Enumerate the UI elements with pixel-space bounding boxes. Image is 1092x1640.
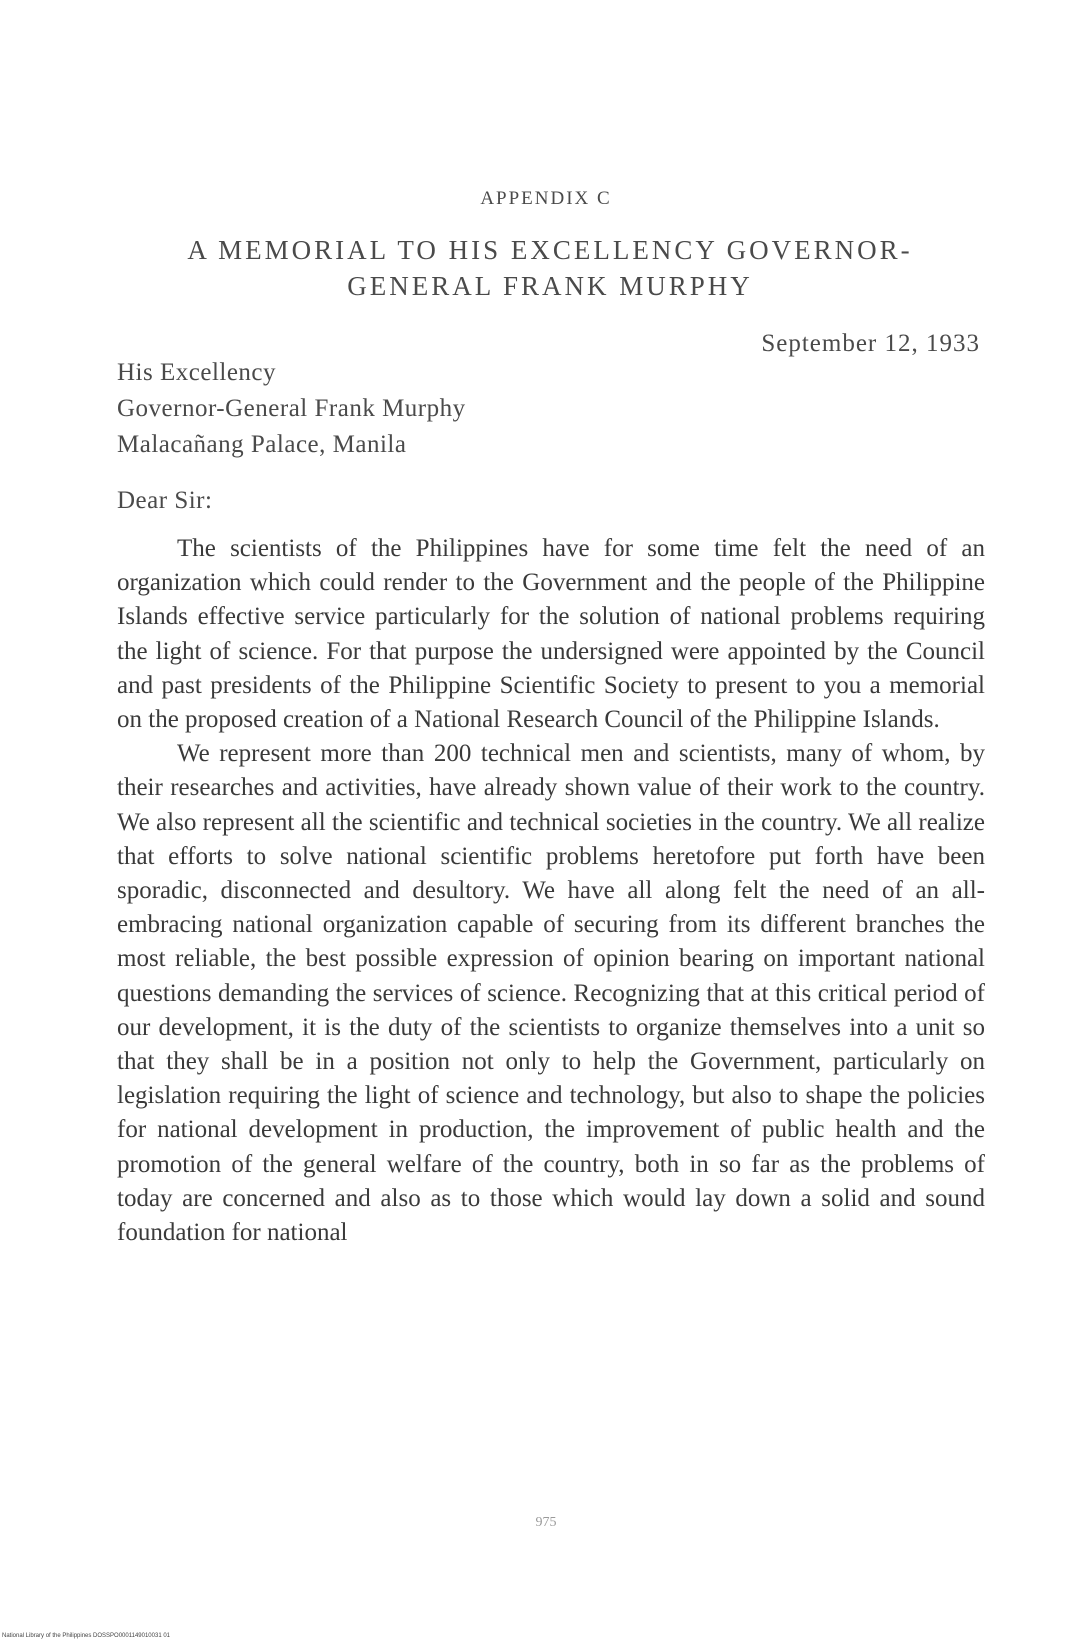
appendix-heading: APPENDIX C (480, 188, 612, 209)
letter-body (117, 532, 985, 1250)
address-line: Governor-General Frank Murphy (117, 395, 466, 422)
page-number: 975 (535, 1515, 557, 1530)
source-footer: National Library of the Philippines DOSSPO0001149010031 01 (2, 1633, 170, 1639)
address-line: His Excellency (117, 359, 277, 386)
title-line-2: GENERAL FRANK MURPHY (347, 271, 753, 301)
body-paragraph-1: The scientists of the Philippines have for some time felt the need of an organization which could render to the Government and the people of the Philippine Islands effective service particularly for the solution of national problems requiring the light of science. For that purpose the undersigned were appointed by the Council and past presidents of the Philippine Scientific Society to present to you a memorial on the proposed creation of a National Research Council of the Philippine Islands. (117, 535, 985, 734)
letter-date: September 12, 1933 (761, 330, 980, 357)
address-line: Malacañang Palace, Manila (117, 431, 407, 458)
title-line-1: A MEMORIAL TO HIS EXCELLENCY GOVERNOR- (187, 235, 913, 265)
recipient-address (117, 355, 466, 463)
document-title (120, 232, 980, 304)
salutation: Dear Sir: (117, 487, 213, 514)
body-paragraph-2: We represent more than 200 technical men and scientists, many of whom, by their researches and activities, have already shown value of their work to the country. We also represent all the scientific and technical societies in the country. We all realize that efforts to solve national scientific problems heretofore put forth have been sporadic, disconnected and desultory. We have all along felt the need of an all-embracing national organization capable of securing from its different branches the most reliable, the best possible expression of opinion bearing on important national questions demanding the services of science. Recognizing that at this critical period of our development, it is the duty of the scientists to organize themselves into a unit so that they shall be in a position not only to help the Government, particularly on legislation requiring the light of science and technology, but also to shape the policies for national development in production, the improvement of public health and the promotion of the general welfare of the country, both in so far as the problems of today are concerned and also as to those which would lay down a solid and sound foundation for national (117, 740, 985, 1247)
